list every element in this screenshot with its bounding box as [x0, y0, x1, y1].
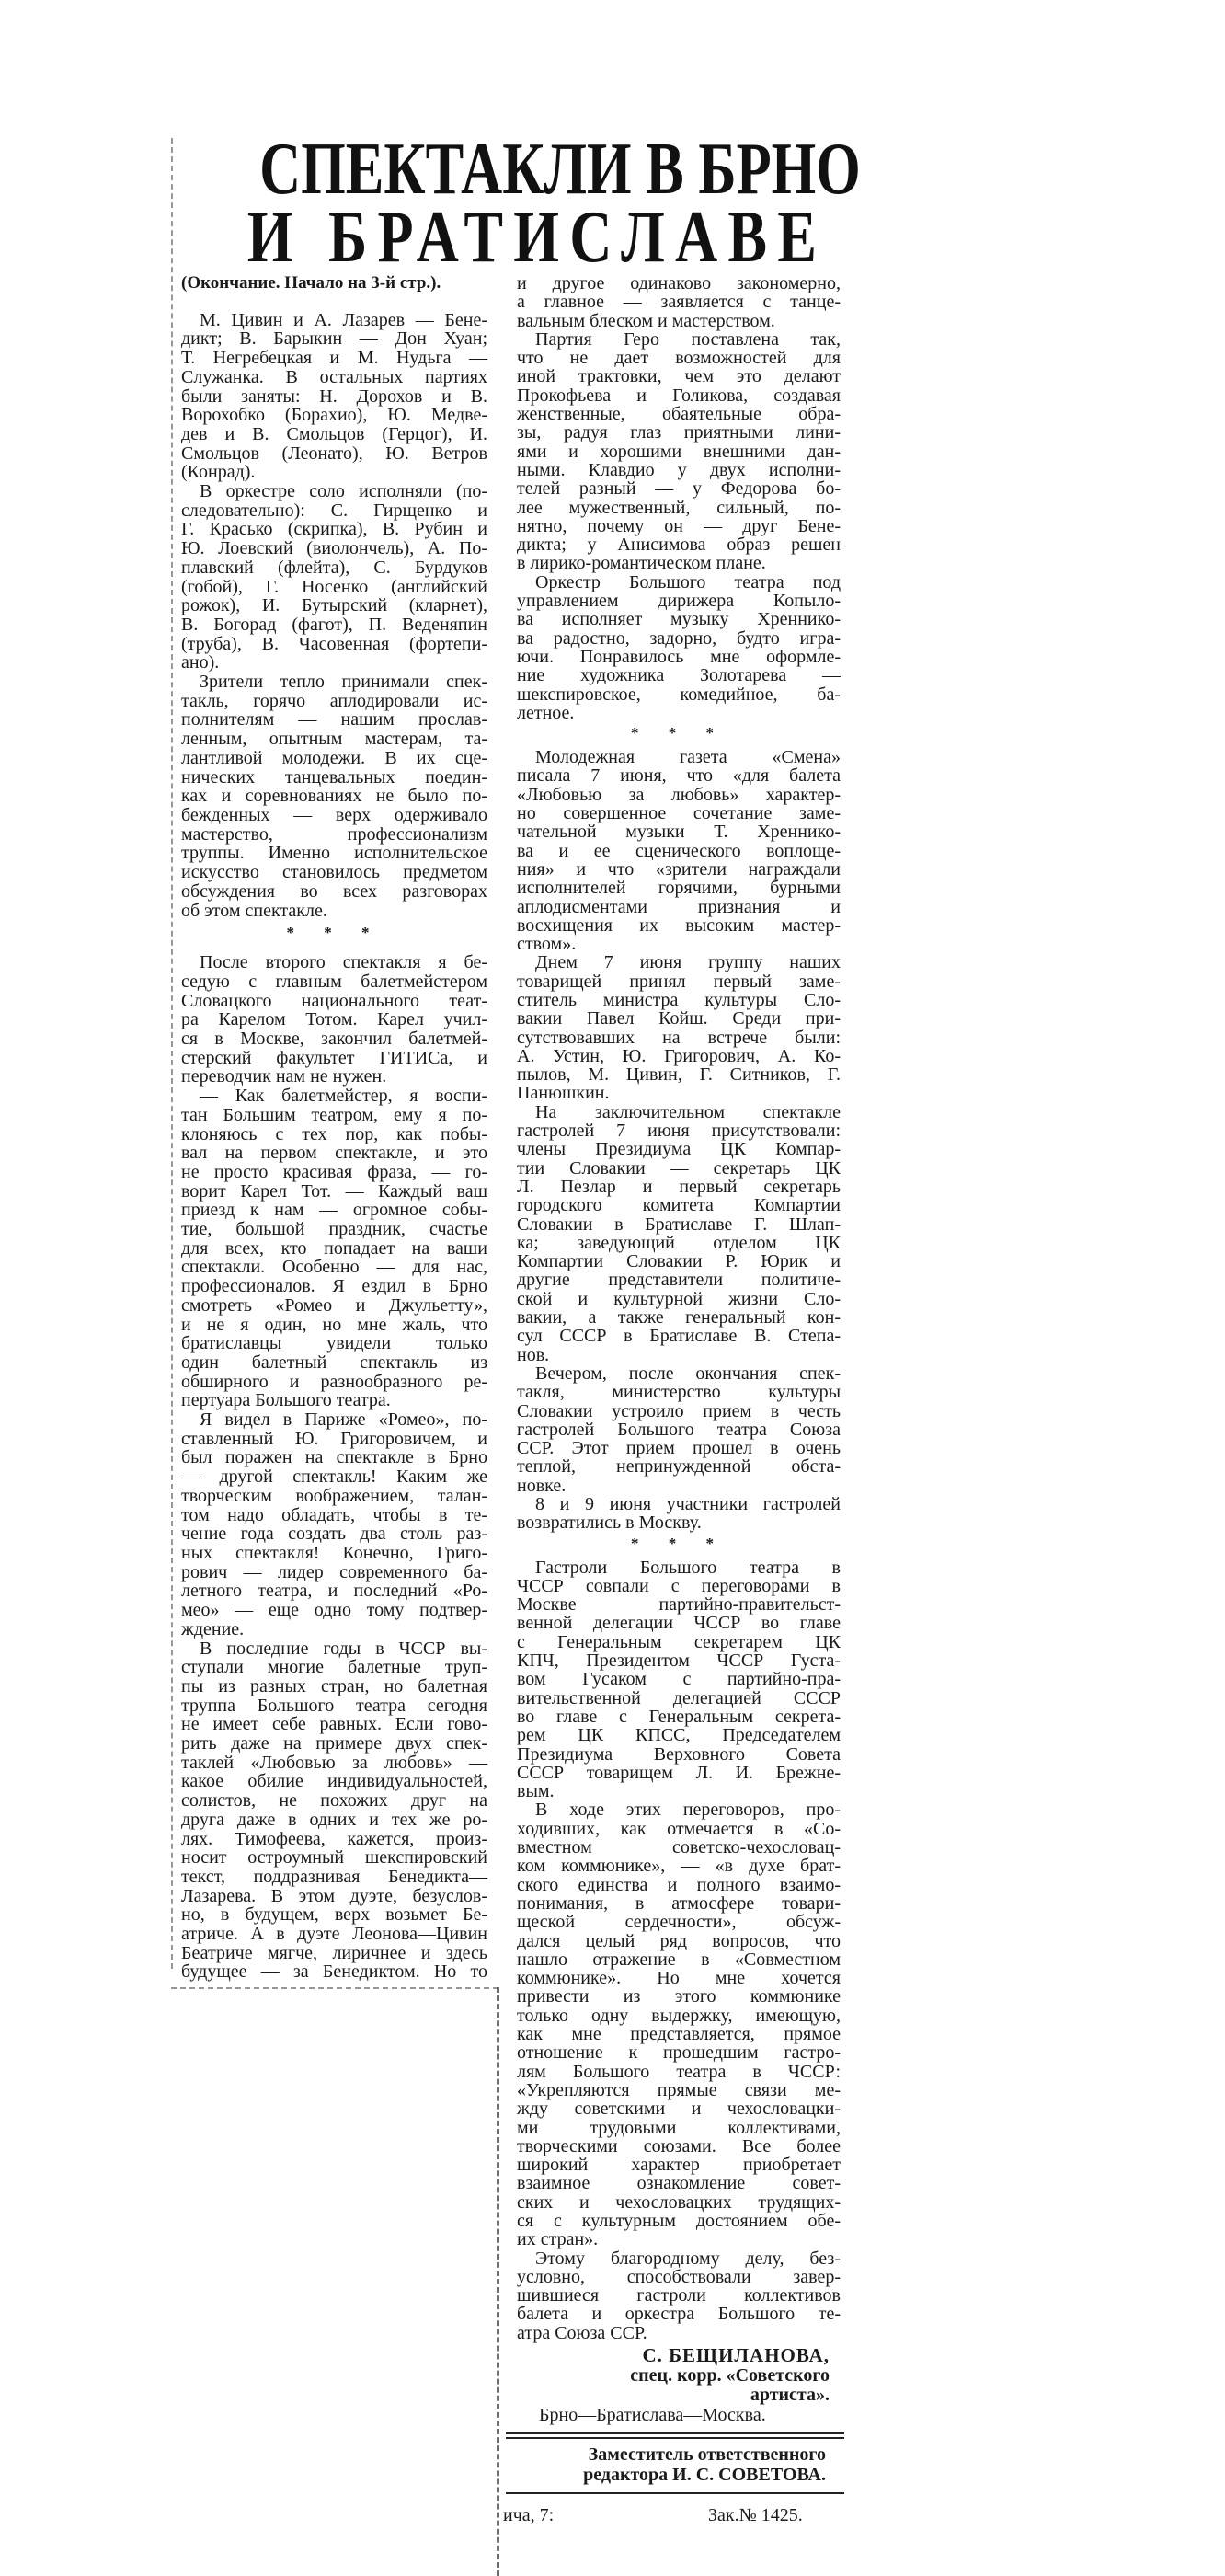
text-line: городского комитета Компартии: [517, 1195, 841, 1216]
text-line: спектакли. Особенно — для нас,: [181, 1257, 487, 1278]
text-line: ского единства и полного взаимо-: [517, 1874, 841, 1895]
double-rule-divider: [506, 2432, 844, 2439]
text-line: сутствовавших на встрече были:: [517, 1027, 841, 1048]
text-line: Гастроли Большого театра в: [535, 1557, 841, 1578]
text-line: ние художника Золотарева —: [517, 665, 841, 686]
text-line: ходивших, как отмечается в «Со-: [517, 1818, 841, 1839]
text-line: вместном советско-чехословац-: [517, 1837, 841, 1858]
text-line: жду советскими и чехословацки-: [517, 2099, 841, 2120]
text-line: текст, поддразнивая Бенедикта—: [181, 1866, 487, 1887]
text-line: братиславцы увидели только: [181, 1333, 487, 1354]
text-line: члены Президиума ЦК Компар-: [517, 1139, 841, 1160]
text-line: летного театра, и последний «Ро-: [181, 1581, 487, 1602]
text-line: смотреть «Ромео и Джульетту»,: [181, 1294, 487, 1316]
text-line: КПЧ, Президентом ЧССР Густа-: [517, 1650, 841, 1672]
text-line: вакии Павел Койш. Среди при-: [517, 1008, 841, 1029]
text-line: В последние годы в ЧССР вы-: [200, 1638, 487, 1659]
section-separator: * * *: [631, 724, 727, 742]
text-line: Ворохобко (Борахио), Ю. Медве-: [181, 405, 487, 426]
text-line: ся в Москве, закончил балетмей-: [181, 1029, 487, 1050]
article-paragraph: [517, 1103, 841, 1364]
text-line: искусство становилось предметом: [181, 862, 487, 883]
text-line: атриче. А в дуэте Леонова—Цивин: [181, 1924, 487, 1945]
text-line: как мне представляется, прямое: [517, 2024, 841, 2045]
address-fragment: ича, 7:: [503, 2505, 555, 2526]
text-line: теплой, непринужденной обста-: [517, 1456, 841, 1478]
article-paragraph: [517, 2249, 841, 2342]
text-line: об этом спектакле.: [181, 900, 327, 921]
text-line: но совершенное сочетание заме-: [517, 803, 841, 824]
text-line: седую с главным балетмейстером: [181, 971, 487, 992]
text-line: не имеет себе равных. Если гово-: [181, 1714, 487, 1735]
text-line: В ходе этих переговоров, про-: [535, 1800, 841, 1821]
text-line: исполнителей горячими, бурными: [517, 878, 841, 899]
text-line: сул СССР в Братиславе В. Степа-: [517, 1326, 841, 1347]
text-line: После второго спектакля я бе-: [200, 952, 487, 973]
text-line: обсуждения во всех разговорах: [181, 880, 487, 902]
text-line: ями и хорошими внешними дан-: [517, 441, 841, 462]
text-line: взаимное ознакомление совет-: [517, 2173, 841, 2194]
article-paragraph: [517, 573, 841, 722]
text-line: вом Гусаком с партийно-пра-: [517, 1669, 841, 1690]
headline-line-1: [175, 129, 861, 210]
text-line: для всех, кто попадает на ваши: [181, 1237, 487, 1259]
text-line: вальным блеском и мастерством.: [517, 310, 775, 331]
text-line: ЧССР совпали с переговорами в: [517, 1575, 841, 1596]
article-paragraph: [517, 1364, 841, 1495]
article-paragraph: [181, 482, 487, 673]
text-line: ка; заведующий отделом ЦК: [517, 1232, 841, 1253]
text-line: творческим воображением, талан-: [181, 1485, 487, 1506]
section-separator: * * *: [286, 924, 383, 942]
text-line: ступали многие балетные труп-: [181, 1657, 487, 1678]
text-line: вал на первом спектакле, и это: [181, 1143, 487, 1164]
article-column-left: [181, 274, 487, 1982]
text-line: шекспировское, комедийное, ба-: [517, 684, 841, 705]
text-line: ва и ее сценического воплоще-: [517, 840, 841, 861]
dateline-places: Брно—Братислава—Москва.: [539, 2404, 766, 2425]
text-line: ках и соревнованиях не было по-: [181, 786, 487, 807]
text-line: лям Большого театра в ЧССР:: [517, 2061, 841, 2082]
text-line: атра Союза ССР.: [517, 2322, 647, 2343]
text-line: труппа Большого театра сегодня: [181, 1695, 487, 1716]
text-line: М. Цивин и А. Лазарев — Бене-: [200, 309, 487, 330]
text-line: ством».: [517, 934, 577, 955]
text-line: летное.: [517, 702, 575, 723]
text-line: дев и В. Смольцов (Герцог), И.: [181, 423, 487, 444]
text-line: мастерство, профессионализм: [181, 823, 487, 845]
text-line: Панюшкин.: [517, 1083, 610, 1104]
text-line: какое обилие индивидуальностей,: [181, 1771, 487, 1792]
text-line: ано).: [181, 652, 220, 673]
text-line: ва исполняет музыку Хреннико-: [517, 609, 841, 630]
right-column-body: [517, 274, 841, 2342]
text-line: бежденных — верх одерживало: [181, 804, 487, 825]
text-line: нических танцевальных поедин-: [181, 766, 487, 788]
text-line: переводчик нам не нужен.: [181, 1066, 387, 1087]
article-paragraph: [517, 330, 841, 573]
text-line: иной трактовки, чем это делают: [517, 366, 841, 387]
text-line: был поражен на спектакле в Брно: [181, 1447, 487, 1468]
text-line: дикт; В. Барыкин — Дон Хуан;: [181, 328, 487, 350]
text-line: Оркестр Большого театра под: [535, 571, 841, 592]
text-line: ских и чехословацких трудящих-: [517, 2191, 841, 2213]
imprint-footer: [503, 2505, 841, 2527]
text-line: Беатриче мягче, лиричнее и здесь: [181, 1942, 487, 1963]
text-line: обширного и разнообразного ре-: [181, 1371, 487, 1392]
text-line: рожок), И. Бутырский (кларнет),: [181, 595, 487, 616]
text-line: ся с культурным достоянием обе-: [517, 2210, 841, 2231]
text-line: условно, способствовали завер-: [517, 2266, 841, 2287]
text-line: гастролей Большого театра Союза: [517, 1419, 841, 1440]
text-line: Словакии устроило прием в честь: [517, 1400, 841, 1421]
text-line: балета и оркестра Большого те-: [517, 2304, 841, 2325]
text-line: в лирико-романтическом плане.: [517, 553, 766, 574]
text-line: Днем 7 июня группу наших: [535, 952, 841, 973]
text-line: ворит Карел Тот. — Каждый ваш: [181, 1180, 487, 1202]
text-line: Партия Геро поставлена так,: [535, 328, 841, 350]
text-line: лее мужественный, сильный, по-: [517, 497, 841, 518]
text-line: управлением дирижера Копыло-: [517, 591, 841, 612]
text-line: лантливой молодежи. В их сце-: [181, 747, 487, 768]
text-line: отношение к прошедшим гастро-: [517, 2042, 841, 2064]
text-line: нятно, почему он — друг Бене-: [517, 515, 841, 536]
text-line: новке.: [517, 1475, 567, 1496]
text-line: «Любовью за любовь» характер-: [517, 784, 841, 805]
text-line: шившиеся гастроли коллективов: [517, 2285, 841, 2306]
text-line: Молодежная газета «Смена»: [535, 747, 841, 768]
article-paragraph: [181, 673, 487, 920]
text-line: Смольцов (Леонато), Ю. Ветров: [181, 443, 487, 464]
text-line: рем ЦК КПСС, Председателем: [517, 1725, 841, 1746]
text-line: ждение.: [181, 1618, 245, 1639]
text-line: писала 7 июня, что «для балета: [517, 765, 841, 787]
text-line: Этому благородному делу, без-: [535, 2248, 841, 2269]
text-line: щеской сердечности», обсуж-: [517, 1912, 841, 1933]
text-line: женственные, обаятельные обра-: [517, 404, 841, 425]
text-line: с Генеральным секретарем ЦК: [517, 1631, 841, 1652]
text-line: рович — лидер современного ба-: [181, 1561, 487, 1582]
text-line: профессионалов. Я ездил в Брно: [181, 1276, 487, 1297]
text-line: возвратились в Москву.: [517, 1512, 702, 1534]
text-line: нашло отражение в «Совместном: [517, 1949, 841, 1970]
text-line: Компартии Словакии Р. Юрик и: [517, 1251, 841, 1272]
text-line: чательной музыки Т. Хреннико-: [517, 822, 841, 843]
editor-name: редактора И. С. СОВЕТОВА.: [583, 2465, 826, 2486]
text-line: будущее — за Бенедиктом. Но то: [181, 1961, 487, 1983]
continuation-note: (Окончание. Начало на 3-й стр.).: [181, 273, 441, 293]
text-line: один балетный спектакль из: [181, 1351, 487, 1373]
text-line: во главе с Генеральным секрета-: [517, 1706, 841, 1727]
article-paragraph: [181, 953, 487, 1087]
text-line: Я видел в Париже «Ромео», по-: [200, 1409, 487, 1431]
article-column-right: [503, 273, 841, 2527]
text-line: стерский факультет ГИТИСа, и: [181, 1047, 487, 1068]
text-line: восхищения их высоким мастер-: [517, 914, 841, 936]
text-line: и не я один, но мне жаль, что: [181, 1314, 487, 1335]
text-line: венной делегации ЧССР во главе: [517, 1613, 841, 1634]
text-line: ССР. Этот прием прошел в очень: [517, 1438, 841, 1459]
text-line: (труба), В. Часовенная (фортепи-: [181, 633, 487, 654]
editor-title: Заместитель ответственного: [588, 2444, 826, 2466]
text-line: тии Словакии — секретарь ЦК: [517, 1157, 841, 1179]
text-line: Словацкого национального теат-: [181, 990, 487, 1011]
text-line: (гобой), Г. Носенко (английский: [181, 576, 487, 597]
text-line: солистов, не похожих друг на: [181, 1790, 487, 1811]
text-line: СССР товарищем Л. И. Брежне-: [517, 1762, 841, 1783]
text-line: зы, радуя глаз приятными лини-: [517, 422, 841, 443]
article-paragraph: [181, 1087, 487, 1410]
section-separator: * * *: [631, 1534, 727, 1552]
article-paragraph: [517, 1495, 841, 1533]
text-line: дикта; у Анисимова образ решен: [517, 535, 841, 556]
text-line: но, в будущем, верх возьмет Бе-: [181, 1904, 487, 1926]
text-line: Словакии в Братиславе Г. Шлап-: [517, 1213, 841, 1235]
text-line: таклей «Любовью за любовь» —: [181, 1752, 487, 1773]
text-line: А. Устин, Ю. Григорович, А. Ко-: [517, 1045, 841, 1066]
byline: [517, 2346, 830, 2425]
text-line: пертуара Большого театра.: [181, 1390, 391, 1411]
author-name: С. БЕЩИЛАНОВА,: [642, 2344, 830, 2367]
text-line: дался целый ряд вопросов, что: [517, 1930, 841, 1951]
left-column-body: [181, 311, 487, 1982]
text-line: Прокофьева и Голикова, создавая: [517, 385, 841, 406]
author-role-cont: артиста».: [750, 2385, 830, 2406]
clipping-cut-edge-bottom: [171, 1987, 498, 1989]
text-line: пылов, М. Цивин, Г. Ситников, Г.: [517, 1064, 841, 1086]
text-line: Москве партийно-правительст-: [517, 1594, 841, 1616]
text-line: На заключительном спектакле: [535, 1101, 841, 1122]
text-line: гастролей 7 июня присутствовали:: [517, 1121, 841, 1142]
text-line: и другое одинаково закономерно,: [517, 273, 841, 293]
text-line: что не дает возможностей для: [517, 348, 841, 369]
text-line: друга даже в одних и тех же ро-: [181, 1809, 487, 1830]
text-line: труппы. Именно исполнительское: [181, 843, 487, 864]
headline-text-2: И БРАТИСЛАВЕ: [246, 197, 828, 278]
text-line: (Конрад).: [181, 462, 256, 483]
text-line: мео» — еще одно тому подтвер-: [181, 1600, 487, 1621]
text-line: следовательно): С. Гирщенко и: [181, 500, 487, 521]
text-line: В. Богорад (фагот), П. Веденяпин: [181, 614, 487, 635]
text-line: Т. Негребецкая и М. Нудьга —: [181, 348, 487, 369]
text-line: другие представители политиче-: [517, 1270, 841, 1291]
author-role: спец. корр. «Советского: [630, 2364, 830, 2386]
text-line: Лазарева. В этом дуэте, безуслов-: [181, 1885, 487, 1906]
text-line: Г. Красько (скрипка), В. Рубин и: [181, 519, 487, 540]
text-line: «Укрепляются прямые связи ме-: [517, 2079, 841, 2100]
text-line: 8 и 9 июня участники гастролей: [535, 1494, 841, 1514]
text-line: товарищей принял первый заме-: [517, 971, 841, 992]
text-line: Ю. Лоевский (виолончель), А. По-: [181, 538, 487, 559]
article-paragraph: [517, 953, 841, 1102]
text-line: а главное — заявляется с танце-: [517, 292, 841, 313]
headline-line-2: [175, 197, 828, 278]
text-line: вым.: [517, 1781, 555, 1802]
text-line: ния» и что «зрители награждали: [517, 858, 841, 880]
text-line: ными. Клавдио у двух исполни-: [517, 459, 841, 480]
text-line: рить даже на примере двух спек-: [181, 1733, 487, 1754]
editor-imprint: [550, 2444, 826, 2485]
text-line: широкий характер приобретает: [517, 2155, 841, 2176]
text-line: приезд к нам — огромное собы-: [181, 1200, 487, 1221]
text-line: — другой спектакль! Каким же: [181, 1466, 487, 1488]
text-line: лях. Тимофеева, кажется, произ-: [181, 1828, 487, 1849]
order-number: Зак.№ 1425.: [708, 2505, 803, 2526]
article-paragraph: [517, 1800, 841, 2248]
text-line: ставленный Ю. Григоровичем, и: [181, 1428, 487, 1449]
article-paragraph: [181, 1410, 487, 1639]
text-line: ской и культурной жизни Сло-: [517, 1288, 841, 1309]
text-line: вакии, а также генеральный кон-: [517, 1307, 841, 1328]
text-line: понимания, в атмосфере товари-: [517, 1892, 841, 1914]
text-line: их стран».: [517, 2229, 599, 2250]
text-line: — Как балетмейстер, я воспи-: [200, 1086, 487, 1107]
article-paragraph: [517, 1558, 841, 1801]
text-line: ва радостно, задорно, будто игра-: [517, 627, 841, 649]
text-line: Л. Пезлар и первый секретарь: [517, 1176, 841, 1197]
text-line: ститель министра культуры Сло-: [517, 989, 841, 1010]
text-line: нов.: [517, 1344, 550, 1365]
text-line: привести из этого коммюнике: [517, 1986, 841, 2007]
text-line: тие, большой праздник, счастье: [181, 1219, 487, 1240]
text-line: полнителям — нашим прослав-: [181, 709, 487, 730]
clipping-cut-edge-left: [171, 138, 173, 1969]
text-line: Президиума Верховного Совета: [517, 1743, 841, 1765]
text-line: ных спектакля! Конечно, Григо-: [181, 1543, 487, 1563]
article-paragraph: [517, 274, 841, 330]
text-line: ленным, опытным мастерам, та-: [181, 729, 487, 750]
text-line: том надо обладать, чтобы в те-: [181, 1504, 487, 1525]
text-line: ра Карелом Тотом. Карел учил-: [181, 1009, 487, 1030]
text-line: телей разный — у Федорова бо-: [517, 478, 841, 500]
text-line: творческими союзами. Все более: [517, 2135, 841, 2156]
text-line: носит остроумный шекспировский: [181, 1847, 487, 1869]
rule-divider: [506, 2492, 844, 2494]
text-line: только одну выдержку, имеющую,: [517, 2005, 841, 2026]
clipping-cut-edge-inner: [497, 1987, 499, 2576]
text-line: Вечером, после окончания спек-: [535, 1363, 841, 1384]
text-line: ючи. Понравилось мне оформле-: [517, 646, 841, 667]
text-line: не просто красивая фраза, — го-: [181, 1161, 487, 1182]
article-paragraph: [517, 748, 841, 953]
text-line: ми трудовыми коллективами,: [517, 2117, 841, 2138]
text-line: аплодисментами признания и: [517, 896, 841, 917]
headline-text-1: СПЕКТАКЛИ В БРНО: [259, 129, 861, 210]
text-line: такля, министерство культуры: [517, 1382, 841, 1403]
text-line: В оркестре соло исполняли (по-: [200, 481, 487, 502]
article-paragraph: [181, 1639, 487, 1983]
text-line: были заняты: Н. Дорохов и В.: [181, 385, 487, 407]
text-line: Служанка. В остальных партиях: [181, 366, 487, 387]
text-line: ком коммюнике», — «в духе брат-: [517, 1856, 841, 1877]
article-paragraph: [181, 311, 487, 482]
text-line: плавский (флейта), С. Бурдуков: [181, 557, 487, 578]
text-line: пы из разных стран, но балетная: [181, 1675, 487, 1696]
text-line: Зрители тепло принимали спек-: [200, 672, 487, 693]
text-line: тан Большим театром, ему я по-: [181, 1104, 487, 1125]
text-line: клоняюсь с тех пор, как побы-: [181, 1123, 487, 1144]
text-line: вительственной делегацией СССР: [517, 1687, 841, 1708]
text-line: такль, горячо аплодировали ис-: [181, 690, 487, 711]
text-line: коммюнике». Но мне хочется: [517, 1968, 841, 1989]
text-line: чение года создать два столь раз-: [181, 1524, 487, 1545]
